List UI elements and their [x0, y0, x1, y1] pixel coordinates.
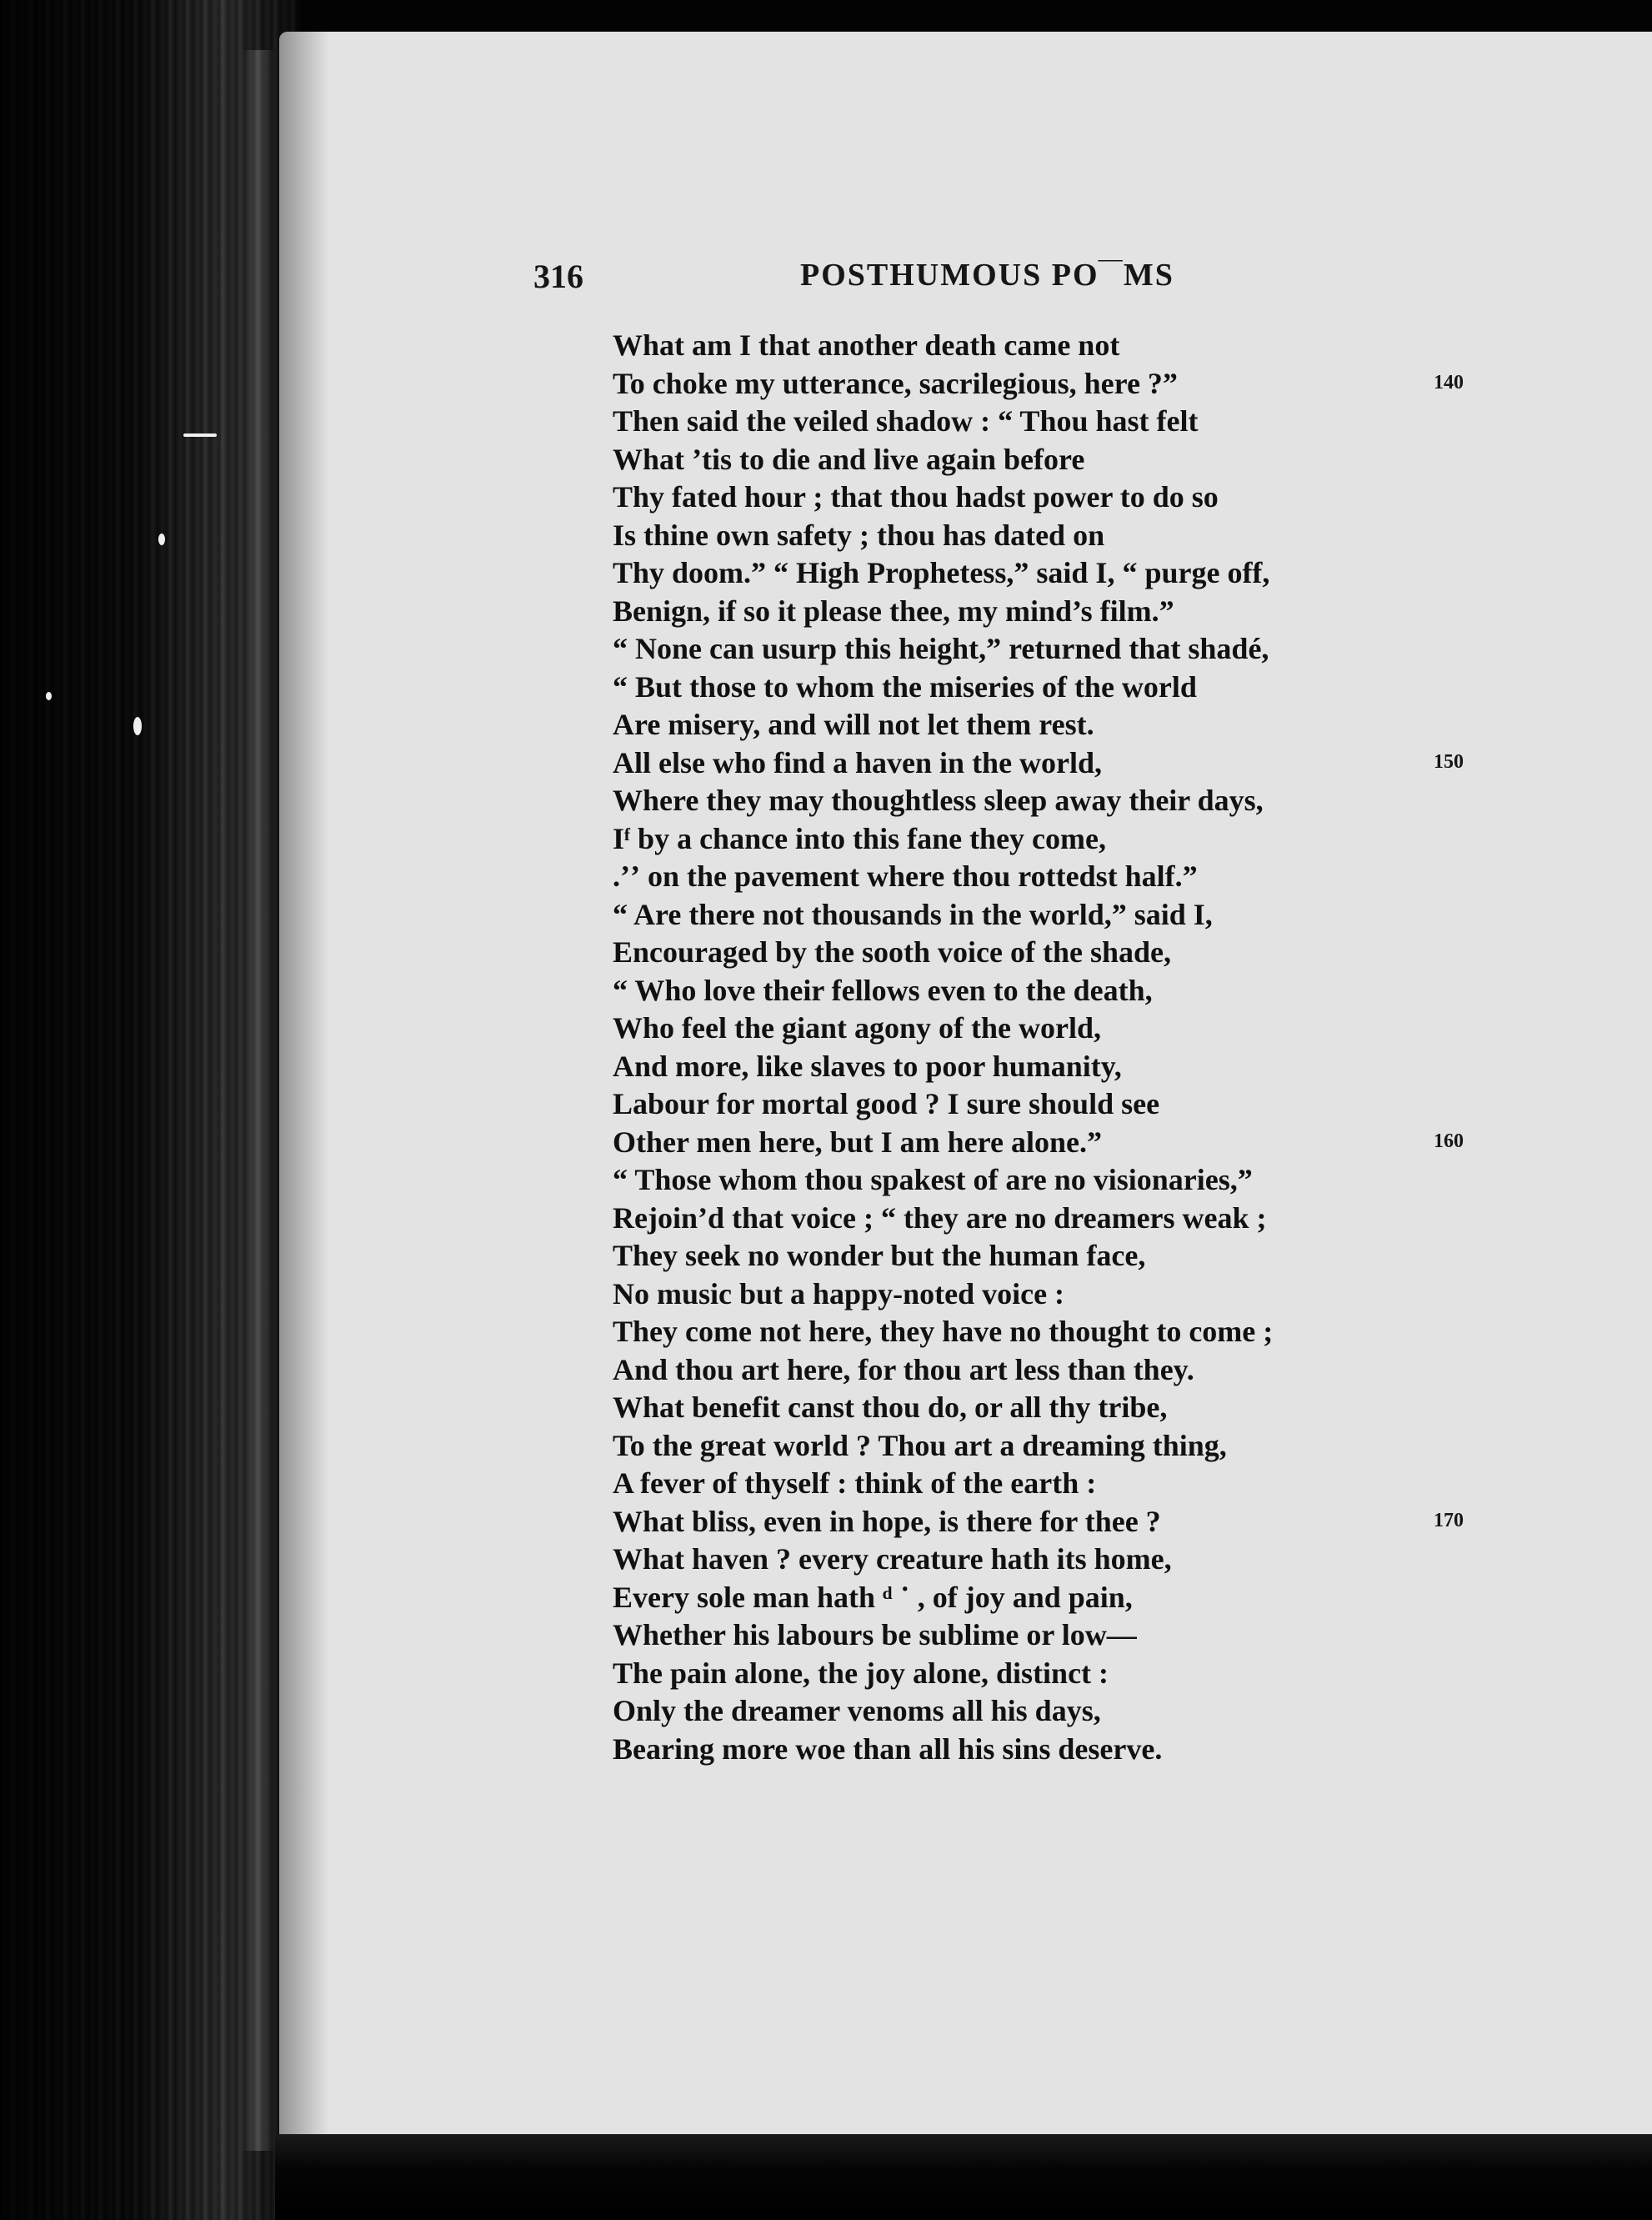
- running-head: [533, 250, 1467, 300]
- edge-speck: [133, 717, 142, 735]
- verse-line: And thou art here, for thou art less than they.: [613, 1352, 1194, 1386]
- verse-line: To the great world ? Thou art a dreaming thing,: [613, 1428, 1227, 1462]
- verse-line: Only the dreamer venoms all his days,: [613, 1694, 1101, 1727]
- verse-line: Labour for mortal good ? I sure should see: [613, 1087, 1160, 1120]
- verse-line: A fever of thyself : think of the earth :: [613, 1466, 1097, 1500]
- poem-text: [613, 327, 1446, 1768]
- page-gutter-shadow: [279, 32, 329, 2149]
- verse-line: Bearing more woe than all his sins deserve.: [613, 1731, 1163, 1766]
- line-number-marker: 140: [1434, 371, 1464, 393]
- verse-line: No music but a happy-noted voice :: [613, 1276, 1065, 1310]
- verse-line: To choke my utterance, sacrilegious, here ?”: [613, 366, 1178, 400]
- verse-line: Thy doom.” “ High Prophetess,” said I, “ purge off,: [613, 556, 1270, 589]
- verse-line: Are misery, and will not let them rest.: [613, 708, 1094, 741]
- verse-line: And more, like slaves to poor humanity,: [613, 1049, 1122, 1083]
- verse-line: Thy fated hour ; that thou hadst power to do so: [613, 480, 1219, 514]
- verse-line: Encouraged by the sooth voice of the shade,: [613, 935, 1172, 969]
- verse-line: “ Are there not thousands in the world,” said I,: [613, 897, 1213, 931]
- verse-line: Is thine own safety ; thou has dated on: [613, 518, 1105, 552]
- verse-line: The pain alone, the joy alone, distinct :: [613, 1656, 1109, 1690]
- verse-line: All else who find a haven in the world,: [613, 745, 1103, 779]
- verse-line: Then said the veiled shadow : “ Thou hast felt: [613, 404, 1199, 438]
- edge-speck: [183, 433, 217, 437]
- page-number: 316: [533, 258, 583, 295]
- verse-line: .ʼʼ on the pavement where thou rottedst half.”: [613, 859, 1198, 893]
- page-bottom-edge: [275, 2134, 1652, 2220]
- book-edge-highlight: [242, 50, 275, 2151]
- edge-speck: [46, 692, 52, 700]
- verse-line: What haven ? every creature hath its home,: [613, 1542, 1172, 1576]
- verse-line: What ’tis to die and live again before: [613, 442, 1085, 476]
- verse-line: What bliss, even in hope, is there for thee ?: [613, 1504, 1161, 1538]
- line-number-marker: 160: [1434, 1130, 1464, 1152]
- verse-line: Whether his labours be sublime or low—: [613, 1618, 1137, 1651]
- verse-line: “ Those whom thou spakest of are no visionaries,”: [613, 1163, 1253, 1196]
- verse-line: Iᶠ by a chance into this fane they come,: [613, 821, 1106, 855]
- page-header-title: POSTHUMOUS PO‾‾MS: [800, 258, 1174, 293]
- verse-line: “ But those to whom the miseries of the world: [613, 669, 1197, 704]
- verse-line: What benefit canst thou do, or all thy tribe,: [613, 1391, 1168, 1424]
- verse-line: “ None can usurp this height,” returned that shadé,: [613, 632, 1269, 665]
- verse-line: They come not here, they have no thought to come ;: [613, 1315, 1274, 1348]
- line-number-marker: 150: [1434, 750, 1464, 773]
- verse-line: What am I that another death came not: [613, 328, 1120, 362]
- verse-line: Every sole man hath ᵈ ˙ , of joy and pain,: [613, 1580, 1133, 1614]
- verse-line: Benign, if so it please thee, my mind’s film.”: [613, 594, 1174, 628]
- verse-line: They seek no wonder but the human face,: [613, 1239, 1146, 1272]
- edge-speck: [158, 534, 165, 545]
- verse-line: Who feel the giant agony of the world,: [613, 1011, 1101, 1045]
- verse-line: Where they may thoughtless sleep away their days,: [613, 784, 1264, 817]
- verse-line: “ Who love their fellows even to the death,: [613, 973, 1153, 1007]
- verse-line: Rejoin’d that voice ; “ they are no dreamers weak ;: [613, 1200, 1267, 1235]
- verse-line: Other men here, but I am here alone.”: [613, 1125, 1102, 1159]
- line-number-marker: 170: [1434, 1509, 1464, 1531]
